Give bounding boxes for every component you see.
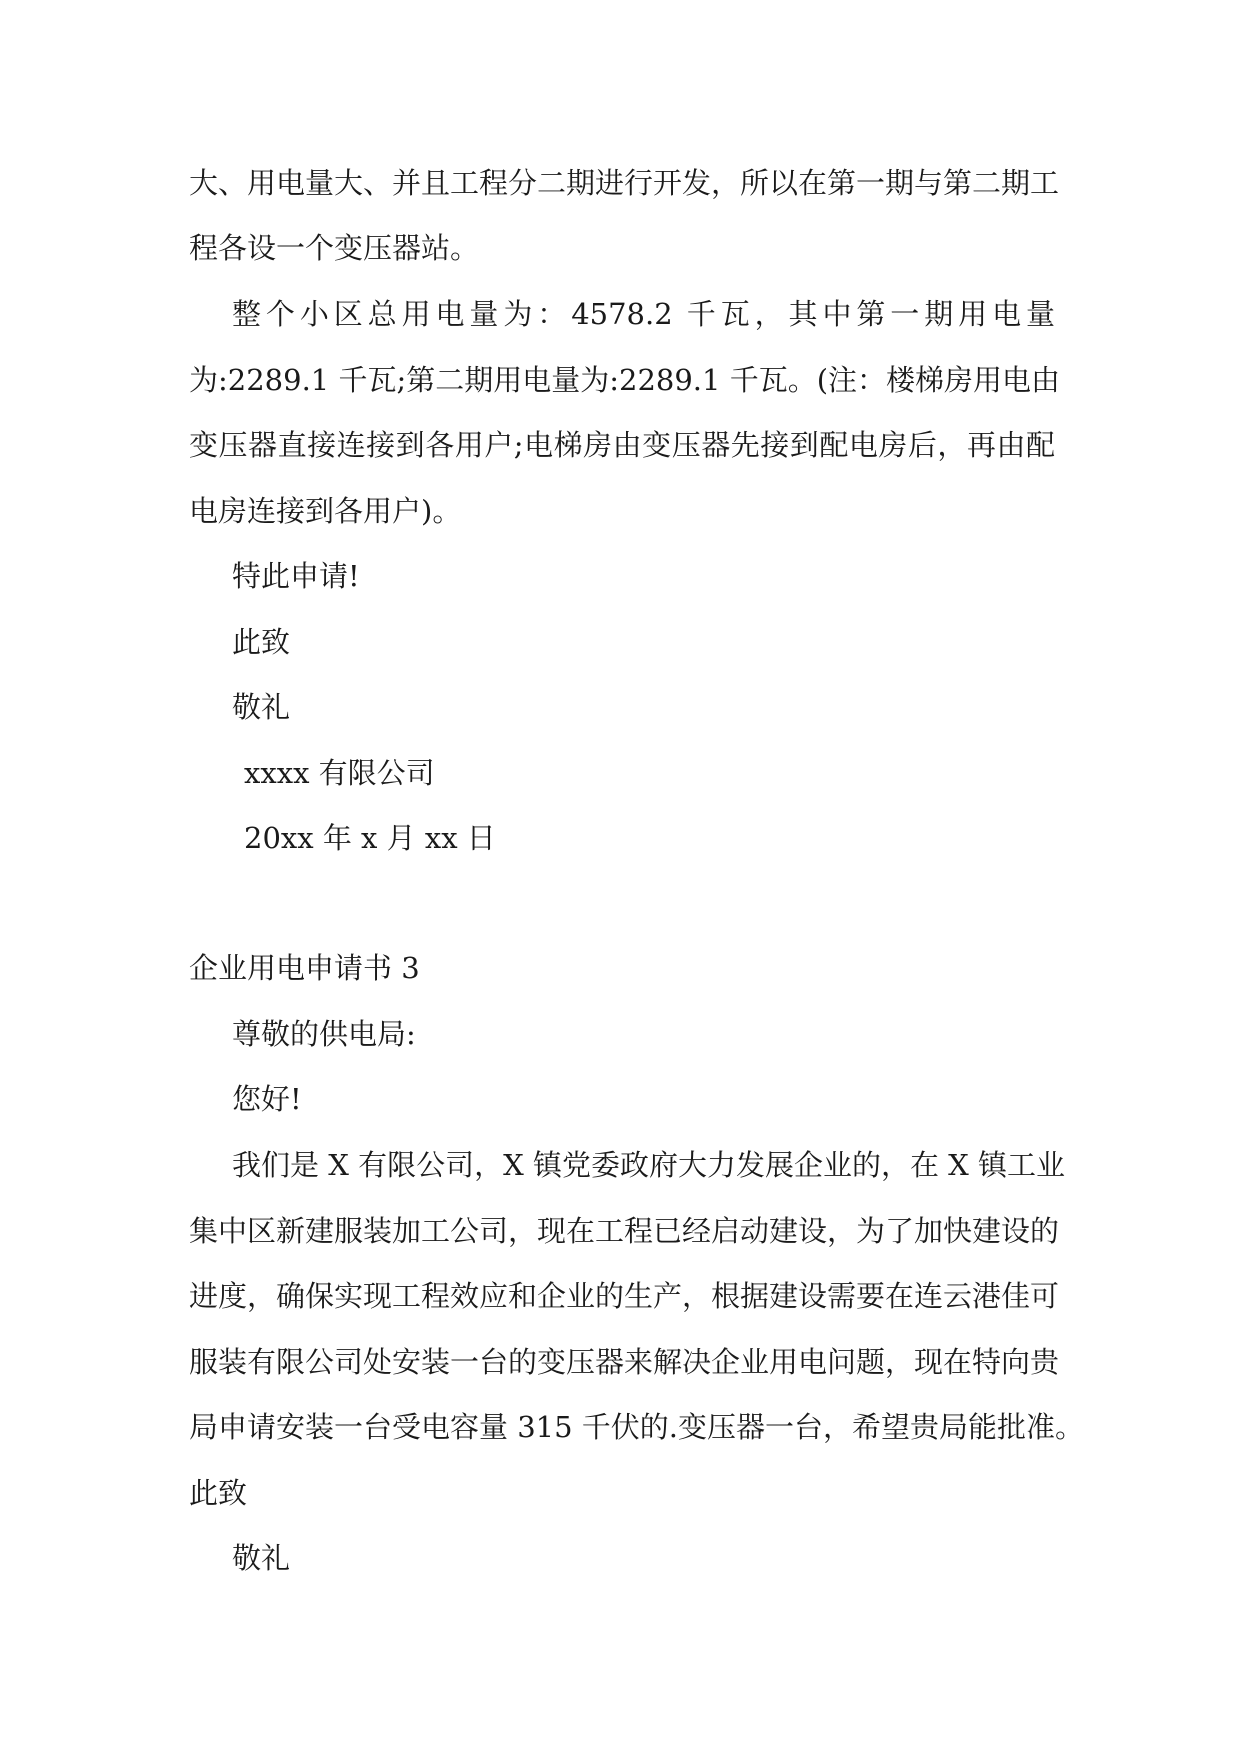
section-title: 企业用电申请书 3 bbox=[189, 951, 420, 985]
closing-line: 此致 bbox=[232, 625, 291, 659]
paragraph-line: 程各设一个变压器站。 bbox=[189, 231, 480, 265]
paragraph-line: 整个小区总用电量为：4578.2 千瓦，其中第一期用电量 bbox=[232, 297, 1055, 331]
closing-line: 敬礼 bbox=[232, 1541, 291, 1575]
paragraph-line: 大、用电量大、并且工程分二期进行开发，所以在第一期与第二期工 bbox=[189, 166, 1060, 200]
paragraph-line: 电房连接到各用户)。 bbox=[189, 494, 462, 528]
paragraph-line: 集中区新建服装加工公司，现在工程已经启动建设，为了加快建设的 bbox=[189, 1214, 1060, 1248]
paragraph-line: 为:2289.1 千瓦;第二期用电量为:2289.1 千瓦。(注：楼梯房用电由 bbox=[189, 363, 1061, 397]
closing-line: 此致 bbox=[189, 1476, 248, 1510]
closing-line: 特此申请! bbox=[232, 559, 360, 593]
closing-line: 敬礼 bbox=[232, 690, 291, 724]
signature-date: 20xx 年 x 月 xx 日 bbox=[244, 821, 496, 855]
paragraph-line: 局申请安装一台受电容量 315 千伏的.变压器一台，希望贵局能批准。 bbox=[189, 1410, 1085, 1444]
paragraph-line: 变压器直接连接到各用户;电梯房由变压器先接到配电房后，再由配 bbox=[189, 428, 1055, 462]
paragraph-line: 服装有限公司处安装一台的变压器来解决企业用电问题，现在特向贵 bbox=[189, 1345, 1060, 1379]
greeting: 您好! bbox=[232, 1082, 302, 1116]
salutation: 尊敬的供电局: bbox=[232, 1017, 416, 1051]
signature-company: xxxx 有限公司 bbox=[244, 756, 435, 790]
paragraph-line: 我们是 X 有限公司，X 镇党委政府大力发展企业的，在 X 镇工业 bbox=[232, 1148, 1066, 1182]
paragraph-line: 进度，确保实现工程效应和企业的生产，根据建设需要在连云港佳可 bbox=[189, 1279, 1060, 1313]
